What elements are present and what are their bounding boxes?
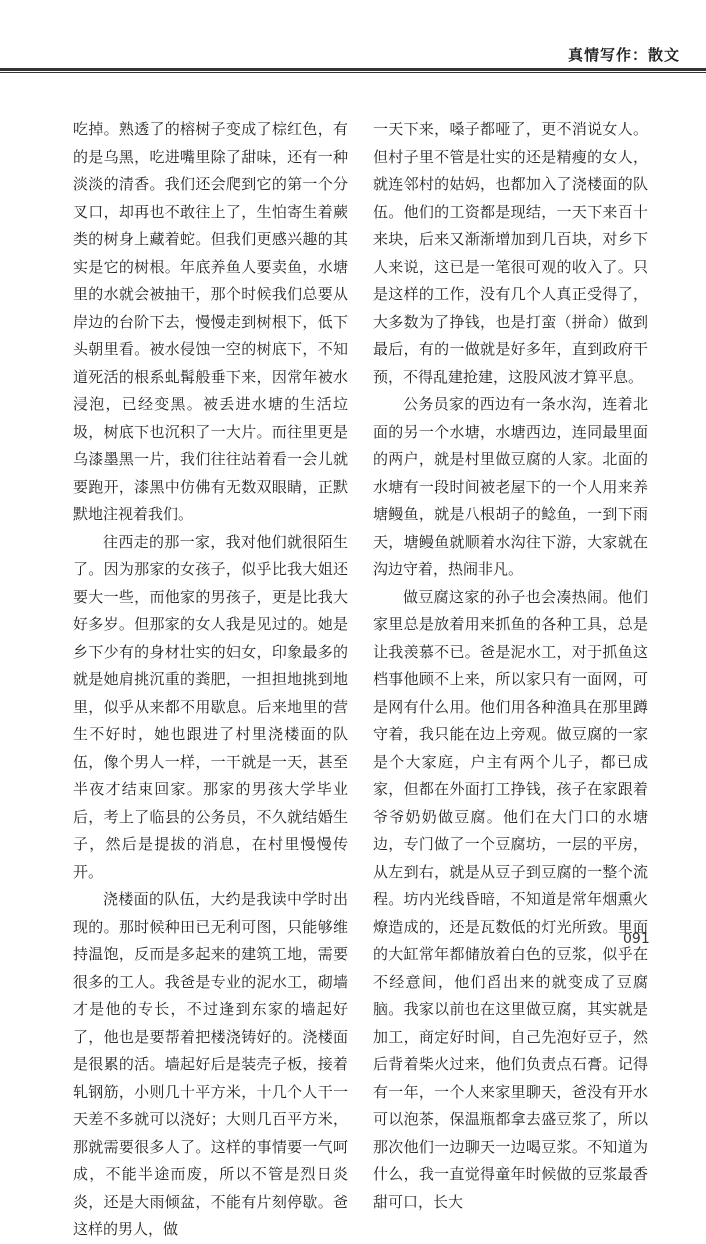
paragraph: 做豆腐这家的孙子也会凑热闹。他们家里总是放着用来抓鱼的各种工具，总是让我羡慕不已。爸是泥水工，对于抓鱼这档事他顾不上来，所以家只有一面网，可是网有什么用。他们用各种渔具在那里蹲守着，我只能在边上旁观。做豆腐的一家是个大家庭，户主有两个儿子，都已成家，但都在外面打工挣钱，孩子在家跟着爷爷奶奶做豆腐。他们在大门口的水塘边，专门做了一个豆腐坊，一层的平房，从左到右，就是从豆子到豆腐的一整个流程。坊内光线昏暗，不知道是常年烟熏火燎造成的，还是瓦数低的灯光所致。里面的大缸常年都储放着白色的豆浆，似乎在不经意间，他们舀出来的就变成了豆腐脑。我家以前也在这里做豆腐，其实就是加工，商定好时间，自己先泡好豆子，然后背着柴火过来，他们负责点石膏。记得有一年，一个人来家里聊天，爸没有开水可以泡茶，保温瓶都拿去盛豆浆了，所以那次他们一边聊天一边喝豆浆。不知道为什么，我一直觉得童年时候做的豆浆最香甜可口，长大 (373, 587, 648, 1211)
paragraph: 公务员家的西边有一条水沟，连着北面的另一个水塘，水塘西边，连同最里面的两户，就是村里做豆腐的人家。北面的水塘有一段时间被老屋下的一个人用来养塘鳗鱼，就是八根胡子的鲶鱼，一到下雨天，塘鳗鱼就顺着水沟往下游，大家就在沟边守着，热闹非凡。 (373, 395, 648, 578)
paragraph: 吃掉。熟透了的榕树子变成了棕红色，有的是乌黑，吃进嘴里除了甜味，还有一种淡淡的清香。我们还会爬到它的第一个分叉口，却再也不敢往上了，生怕寄生着蕨类的树身上藏着蛇。但我们更感兴趣的其实是它的树根。年底养鱼人要卖鱼，水塘里的水就会被抽干，那个时候我们总要从岸边的台阶下去，慢慢走到树根下，低下头朝里看。被水侵蚀一空的树底下，不知道死活的根系虬髯般垂下来，因常年被水浸泡，已经变黑。被丢进水塘的生活垃圾，树底下也沉积了一大片。而往里更是乌漆墨黑一片，我们往往站着看一会儿就要跑开，漆黑中仿佛有无数双眼睛，正默默地注视着我们。 (73, 120, 348, 523)
header-rule-thick (0, 68, 706, 71)
left-column (73, 116, 348, 1244)
page-header (0, 0, 706, 70)
paragraph: 往西走的那一家，我对他们就很陌生了。因为那家的女孩子，似乎比我大姐还要大一些，而他家的男孩子，更是比我大好多岁。但那家的女人我是见过的。她是乡下少有的身材壮实的妇女，印象最多的就是她肩挑沉重的粪肥，一担担地挑到地里，似乎从来都不用歇息。后来地里的营生不好时，她也跟进了村里浇楼面的队伍，像个男人一样，一干就是一天，甚至半夜才结束回家。那家的男孩大学毕业后，考上了临县的公务员，不久就结婚生子，然后是提拔的消息，在村里慢慢传开。 (73, 532, 348, 881)
page-number: 091 (623, 931, 650, 947)
header-rule-thin (0, 72, 706, 73)
paragraph: 一天下来，嗓子都哑了，更不消说女人。但村子里不管是壮实的还是精瘦的女人，就连邻村的姑妈，也都加入了浇楼面的队伍。他们的工资都是现结，一天下来百十来块，后来又渐渐增加到几百块，对乡下人来说，这已是一笔很可观的收入了。只是这样的工作，没有几个人真正受得了，大多数为了挣钱，也是打蛮（拼命）做到最后，有的一做就是好多年，直到政府干预，不得乱建抢建，这股风波才算平息。 (373, 120, 648, 386)
section-title: 真情写作：散文 (567, 46, 680, 64)
right-column (373, 116, 648, 1216)
paragraph: 浇楼面的队伍，大约是我读中学时出现的。那时候种田已无利可图，只能够维持温饱，反而是多起来的建筑工地，需要很多的工人。我爸是专业的泥水工，砌墙才是他的专长，不过逢到东家的墙起好了，他也是要帮着把楼浇铸好的。浇楼面是很累的活。墙起好后是装壳子板，接着轧钢筋，小则几十平方米，十几个人干一天差不多就可以浇好；大则几百平方米，那就需要很多人了。这样的事情要一气呵成，不能半途而废，所以不管是烈日炎炎，还是大雨倾盆，不能有片刻停歇。爸这样的男人，做 (73, 890, 348, 1238)
